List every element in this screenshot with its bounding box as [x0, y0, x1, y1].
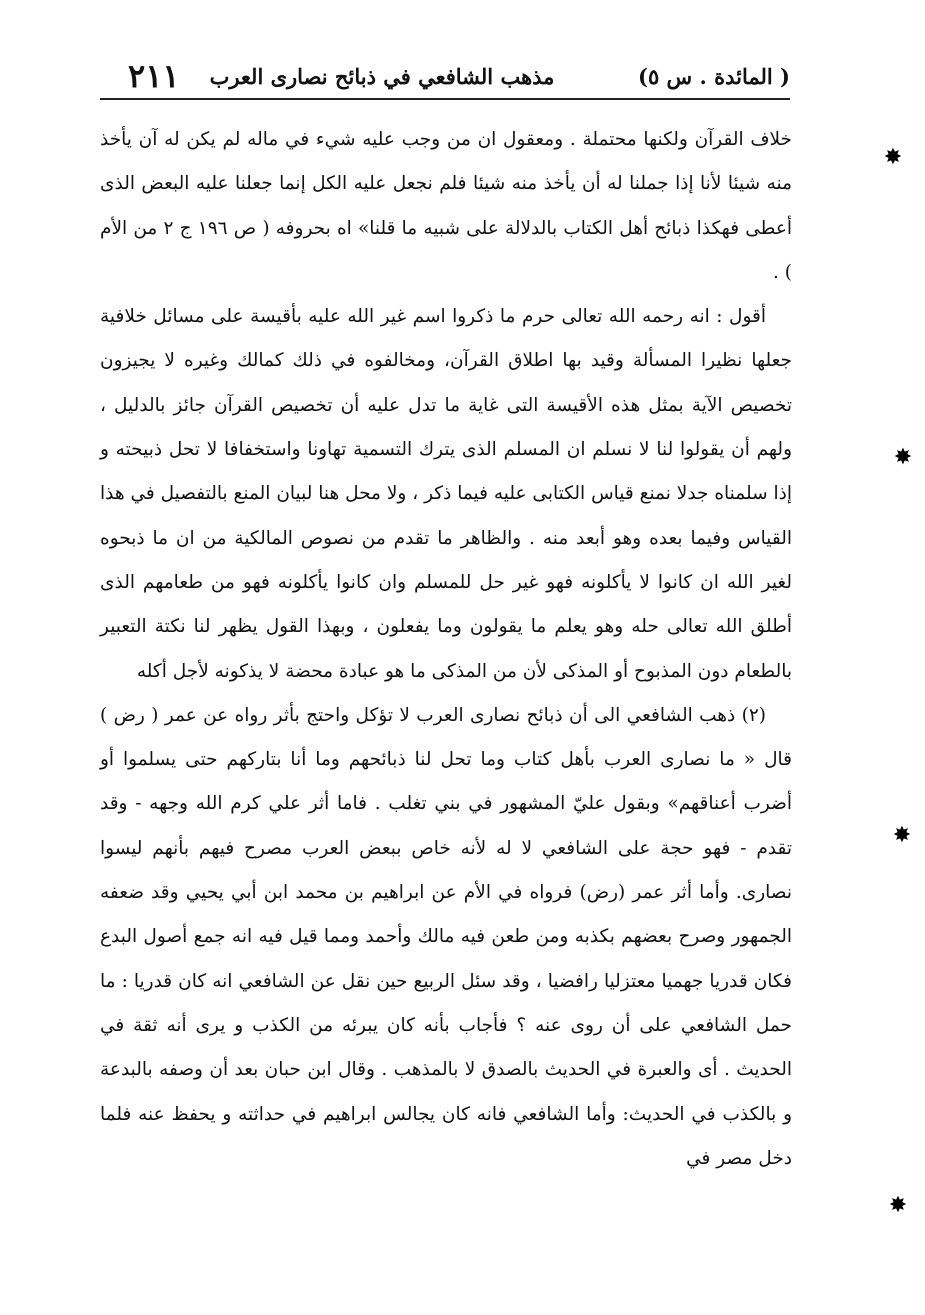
ink-blot-icon: ✸ — [892, 823, 912, 848]
header-rule — [100, 98, 790, 100]
paragraph-2: أقول : انه رحمه الله تعالى حرم ما ذكروا اسم غير الله عليه بأقيسة على مسائل خلافية جعلها نظيرا المسألة وقيد بها اطلاق القرآن، ومخالفوه في ذلك كمالك وغيره لا يجيزون تخصيص الآية بمثل هذه الأقيسة التى غاية ما تدل عليه أن تخصيص القرآن جائز بالدليل ، ولهم أن يقولوا لنا لا نسلم ان المسلم الذى يترك التسمية تهاونا واستخفافا لا تحل ذبيحته و إذا سلمناه جدلا نمنع قياس الكتابى عليه فيما ذكر ، ولا محل هنا لبيان المنع بالتفصيل في هذا القياس وفيما بعده وهو أبعد منه . والظاهر ما تقدم من نصوص المالكية من ان ما ذبحوه لغير الله ان كانوا لا يأكلونه فهو غير حل للمسلم وان كانوا يأكلونه فهو من طعامهم الذى أطلق الله تعالى حله وهو يعلم ما يقولون وما يفعلون ، وبهذا القول يظهر لنا نكتة التعبير بالطعام دون المذبوح أو المذكى لأن من المذكى ما هو عبادة محضة لا يذكونه لأجل أكله — [100, 306, 792, 682]
header-title: مذهب الشافعي في ذبائح نصارى العرب — [209, 63, 555, 89]
ink-blot-icon: ✸ — [888, 1193, 908, 1218]
ink-blot-icon: ✸ — [893, 445, 913, 470]
header-left-group — [128, 57, 554, 95]
paragraph-1: خلاف القرآن ولكنها محتملة . ومعقول ان من وجب عليه شيء في ماله لم يكن له آن يأخذ منه شيئا لأنا إذا جملنا له أن يأخذ منه شيئا فلم نجعل عليه الكل إنما جعلنا عليه البعض الذى أعطى فهكذا ذبائح أهل الكتاب بالدلالة على شبيه ما قلنا» اه بحروفه ( ص ١٩٦ ج ٢ من الأم ) . — [100, 129, 793, 283]
running-header — [128, 56, 790, 96]
header-reference: ( المائدة . س ٥) — [638, 63, 790, 89]
page-number: ٢١١ — [128, 57, 180, 95]
ink-blot-icon: ✸ — [883, 145, 903, 170]
body-text — [100, 118, 792, 1181]
paragraph-3: (٢) ذهب الشافعي الى أن ذبائح نصارى العرب لا تؤكل واحتج بأثر رواه عن عمر ( رض ) قال « ما نصارى العرب بأهل كتاب وما تحل لنا ذبائحهم وما أنا بتاركهم حتى يسلموا أو أضرب أعناقهم» وبقول عليّ المشهور في بني تغلب . فاما أثر علي كرم الله وجهه - وقد تقدم - فهو حجة على الشافعي لا له لأنه خاص ببعض العرب مصرح فيهم بأنهم ليسوا نصارى. وأما أثر عمر (رض) فرواه في الأم عن ابراهيم بن محمد ابن أبي يحيي وقد ضعفه الجمهور وصرح بعضهم بكذبه ومن طعن فيه مالك وأحمد ومما قيل فيه انه جمع أصول البدع فكان قدريا جهميا معتزليا رافضيا ، وقد سئل الربيع حين نقل عن الشافعي انه كان قدريا : ما حمل الشافعي على أن روى عنه ؟ فأجاب بأنه كان يبرئه من الكذب و يرى أنه ثقة في الحديث . أى والعبرة في الحديث بالصدق لا بالمذهب . وقال ابن حبان بعد أن وصفه بالبدعة و بالكذب في الحديث: وأما الشافعي فانه كان يجالس ابراهيم في حداثته و يحفظ عنه فلما دخل مصر في — [100, 704, 792, 1169]
